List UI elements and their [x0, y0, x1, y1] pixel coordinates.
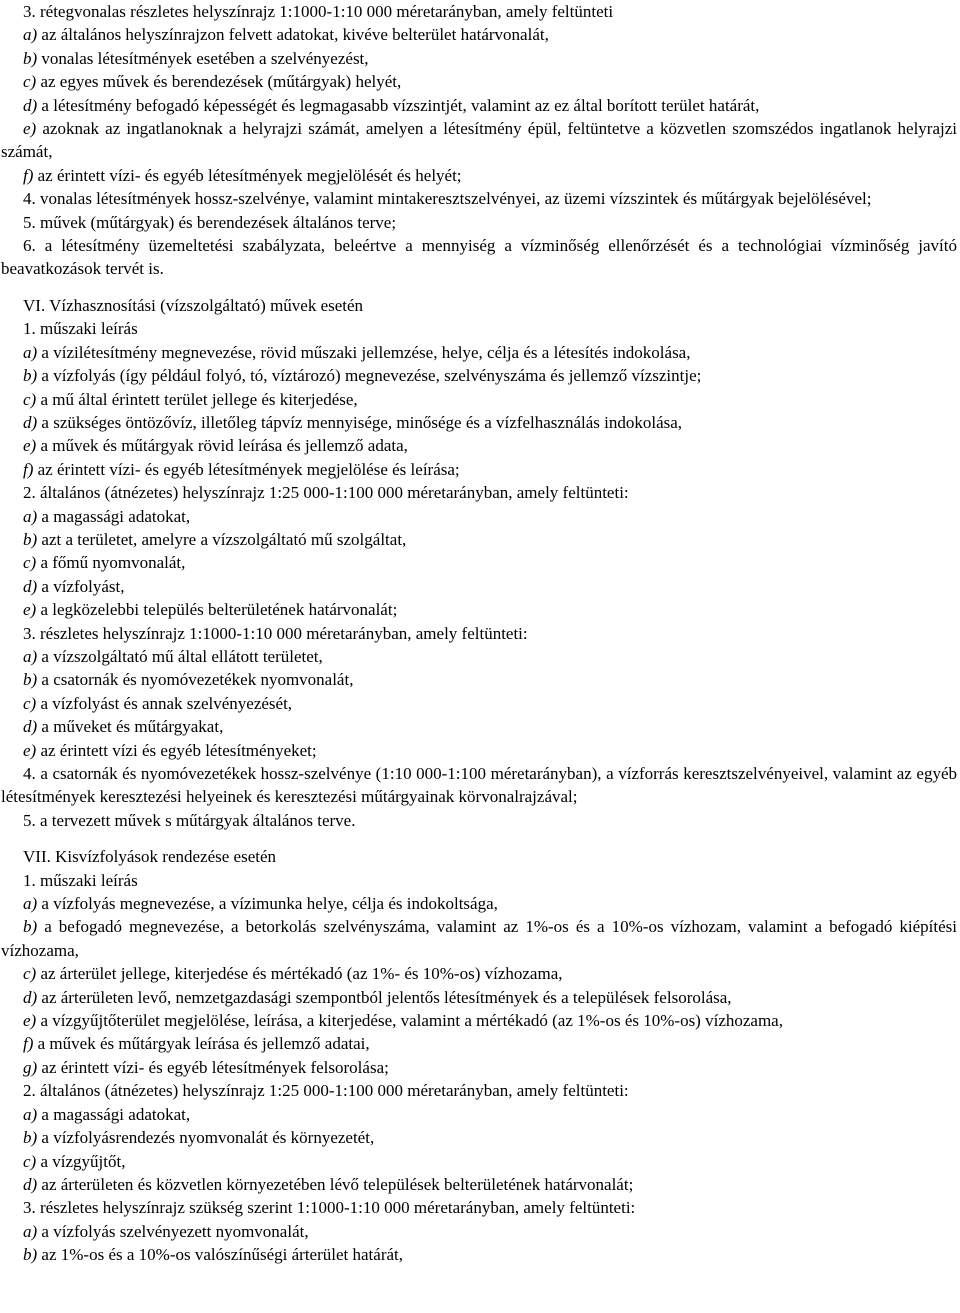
paragraph-text: a főmű nyomvonalát,	[36, 553, 186, 573]
item-label: d)	[23, 412, 38, 432]
item-label: e)	[23, 1011, 37, 1031]
item-label: a)	[23, 1104, 38, 1124]
paragraph	[1, 317, 957, 340]
paragraph-text: 1. műszaki leírás	[23, 870, 138, 890]
paragraph	[1, 869, 957, 892]
paragraph-text: a szükséges öntözővíz, illetőleg tápvíz mennyisége, minősége és a vízfelhasználás indokolása,	[37, 412, 683, 432]
item-label: e)	[23, 436, 37, 456]
item-label: e)	[23, 740, 37, 760]
paragraph-text: az árterületen és közvetlen környezetében lévő települések belterületének határvonalát;	[37, 1174, 634, 1194]
paragraph-text: az érintett vízi- és egyéb létesítmények megjelölése és leírása;	[33, 459, 460, 479]
paragraph-text: 4. vonalas létesítmények hossz-szelvénye, valamint mintakeresztszelvényei, az üzemi vízszintek és műtárgyak bejelölésével;	[23, 189, 872, 209]
paragraph	[1, 1103, 957, 1126]
paragraph	[1, 715, 957, 738]
paragraph	[1, 762, 957, 809]
paragraph-text: a műveket és műtárgyakat,	[37, 717, 224, 737]
paragraph	[1, 1126, 957, 1149]
item-label: b)	[23, 917, 38, 937]
item-label: d)	[23, 987, 38, 1007]
paragraph	[1, 388, 957, 411]
paragraph	[1, 1056, 957, 1079]
item-label: b)	[23, 529, 38, 549]
item-label: d)	[23, 717, 38, 737]
paragraph-text: a vízfolyás (így például folyó, tó, víztározó) megnevezése, szelvényszáma és jellemző vízszintje;	[37, 366, 702, 386]
paragraph	[1, 164, 957, 187]
paragraph-text: a vízilétesítmény megnevezése, rövid műszaki jellemzése, helye, célja és a létesítés indokolása,	[37, 342, 691, 362]
paragraph	[1, 505, 957, 528]
paragraph-text: a vízszolgáltató mű által ellátott területet,	[37, 646, 323, 666]
paragraph-text: vonalas létesítmények esetében a szelvényezést,	[37, 48, 369, 68]
paragraph	[1, 1196, 957, 1219]
item-label: b)	[23, 366, 38, 386]
paragraph-text: 3. rétegvonalas részletes helyszínrajz 1:1000-1:10 000 méretarányban, amely feltünteti	[23, 2, 614, 21]
paragraph-text: a vízfolyás szelvényezett nyomvonalát,	[37, 1221, 309, 1241]
paragraph	[1, 211, 957, 234]
paragraph-text: a vízfolyásrendezés nyomvonalát és környezetét,	[37, 1128, 375, 1148]
item-label: b)	[23, 1245, 38, 1265]
item-label: a)	[23, 25, 38, 45]
paragraph-text: a mű által érintett terület jellege és kiterjedése,	[36, 389, 358, 409]
paragraph-text: 3. részletes helyszínrajz szükség szerint 1:1000-1:10 000 méretarányban, amely feltünteti:	[23, 1198, 636, 1218]
paragraph-text: a magassági adatokat,	[37, 1104, 191, 1124]
paragraph-text: a befogadó megnevezése, a betorkolás szelvényszáma, valamint az 1%-os és a 10%-os vízhozam, valamint a befogadó kiépítési vízhozama,	[1, 917, 957, 960]
paragraph-text: a vízfolyást,	[37, 576, 125, 596]
paragraph-text: az érintett vízi- és egyéb létesítmények felsorolása;	[37, 1057, 389, 1077]
item-label: d)	[23, 576, 38, 596]
paragraph	[1, 528, 957, 551]
paragraph-text: 4. a csatornák és nyomóvezetékek hossz-szelvénye (1:10 000-1:100 méretarányban), a vízforrás keresztszelvényeivel, valamint az egyéb létesítmények keresztezési helyeinek és keresztezési műtárgyainak körvonalrajzával;	[1, 764, 957, 807]
paragraph-text: a magassági adatokat,	[37, 506, 191, 526]
paragraph	[1, 962, 957, 985]
paragraph	[1, 692, 957, 715]
paragraph-text: az általános helyszínrajzon felvett adatokat, kivéve belterület határvonalát,	[37, 25, 549, 45]
paragraph-text: az 1%-os és a 10%-os valószínűségi árterület határát,	[37, 1245, 404, 1265]
paragraph	[1, 1220, 957, 1243]
paragraph-text: a legközelebbi település belterületének határvonalát;	[36, 600, 398, 620]
paragraph-text: az árterületen levő, nemzetgazdasági szempontból jelentős létesítmények és a települések felsorolása,	[37, 987, 732, 1007]
paragraph	[1, 551, 957, 574]
paragraph	[1, 986, 957, 1009]
paragraph	[1, 117, 957, 164]
paragraph	[1, 892, 957, 915]
item-label: b)	[23, 670, 38, 690]
paragraph-text: a művek és műtárgyak rövid leírása és jellemző adata,	[36, 436, 408, 456]
paragraph	[1, 845, 957, 868]
item-label: e)	[23, 119, 37, 139]
paragraph	[1, 575, 957, 598]
paragraph-text: 2. általános (átnézetes) helyszínrajz 1:25 000-1:100 000 méretarányban, amely feltünteti:	[23, 483, 629, 503]
item-label: f)	[23, 1034, 34, 1054]
paragraph-text: azt a területet, amelyre a vízszolgáltató mű szolgáltat,	[37, 529, 407, 549]
paragraph-text: azoknak az ingatlanoknak a helyrajzi számát, amelyen a létesítmény épül, feltüntetve a közvetlen szomszédos ingatlanok helyrajzi számát,	[1, 119, 957, 162]
paragraph	[1, 364, 957, 387]
item-label: a)	[23, 894, 38, 914]
item-label: b)	[23, 48, 38, 68]
item-label: g)	[23, 1057, 38, 1077]
item-label: f)	[23, 459, 34, 479]
item-label: c)	[23, 693, 37, 713]
paragraph	[1, 70, 957, 93]
paragraph-text: a vízfolyás megnevezése, a vízimunka helye, célja és indokoltsága,	[37, 894, 498, 914]
paragraph	[1, 234, 957, 281]
paragraph-text: az érintett vízi- és egyéb létesítmények megjelölését és helyét;	[33, 165, 462, 185]
item-label: f)	[23, 165, 34, 185]
paragraph	[1, 187, 957, 210]
paragraph	[1, 1243, 957, 1266]
paragraph-text: a vízgyűjtőt,	[36, 1151, 126, 1171]
paragraph	[1, 294, 957, 317]
paragraph-text: VII. Kisvízfolyások rendezése esetén	[23, 847, 277, 867]
item-label: d)	[23, 95, 38, 115]
paragraph	[1, 1009, 957, 1032]
paragraph	[1, 622, 957, 645]
paragraph	[1, 94, 957, 117]
paragraph-text: 2. általános (átnézetes) helyszínrajz 1:25 000-1:100 000 méretarányban, amely feltünteti:	[23, 1081, 629, 1101]
paragraph	[1, 0, 957, 23]
item-label: c)	[23, 72, 37, 92]
item-label: a)	[23, 646, 38, 666]
paragraph-text: a művek és műtárgyak leírása és jellemző adatai,	[33, 1034, 370, 1054]
paragraph	[1, 645, 957, 668]
paragraph	[1, 411, 957, 434]
item-label: c)	[23, 964, 37, 984]
paragraph-text: az árterület jellege, kiterjedése és mértékadó (az 1%- és 10%-os) vízhozama,	[36, 964, 563, 984]
paragraph	[1, 598, 957, 621]
paragraph-text: a vízgyűjtőterület megjelölése, leírása, a kiterjedése, valamint a mértékadó (az 1%-os és 10%-os) vízhozama,	[36, 1011, 783, 1031]
item-label: c)	[23, 553, 37, 573]
paragraph	[1, 458, 957, 481]
paragraph-text: a csatornák és nyomóvezetékek nyomvonalát,	[37, 670, 354, 690]
item-label: d)	[23, 1174, 38, 1194]
paragraph-text: VI. Vízhasznosítási (vízszolgáltató) művek esetén	[23, 295, 364, 315]
item-label: a)	[23, 342, 38, 362]
paragraph-text: az érintett vízi és egyéb létesítményeket;	[36, 740, 317, 760]
item-label: b)	[23, 1128, 38, 1148]
item-label: e)	[23, 600, 37, 620]
paragraph-text: 5. a tervezett művek s műtárgyak általános terve.	[23, 810, 356, 830]
paragraph-text: 5. művek (műtárgyak) és berendezések általános terve;	[23, 212, 397, 232]
paragraph	[1, 23, 957, 46]
paragraph	[1, 809, 957, 832]
paragraph-text: 6. a létesítmény üzemeltetési szabályzata, beleértve a mennyiség a vízminőség ellenőrzését és a technológiai vízminőség javító beavatkozások tervét is.	[1, 236, 957, 279]
paragraph-text: 1. műszaki leírás	[23, 319, 138, 339]
paragraph	[1, 1079, 957, 1102]
paragraph	[1, 1032, 957, 1055]
paragraph	[1, 668, 957, 691]
paragraph	[1, 434, 957, 457]
paragraph	[1, 1150, 957, 1173]
paragraph	[1, 47, 957, 70]
item-label: a)	[23, 506, 38, 526]
paragraph	[1, 481, 957, 504]
paragraph	[1, 739, 957, 762]
item-label: a)	[23, 1221, 38, 1241]
paragraph-text: a létesítmény befogadó képességét és legmagasabb vízszintjét, valamint az ez által borított terület határát,	[37, 95, 760, 115]
paragraph	[1, 341, 957, 364]
paragraph-text: 3. részletes helyszínrajz 1:1000-1:10 000 méretarányban, amely feltünteti:	[23, 623, 528, 643]
paragraph	[1, 1173, 957, 1196]
paragraph	[1, 915, 957, 962]
paragraph-text: a vízfolyást és annak szelvényezését,	[36, 693, 293, 713]
item-label: c)	[23, 389, 37, 409]
paragraph-text: az egyes művek és berendezések (műtárgyak) helyét,	[36, 72, 402, 92]
item-label: c)	[23, 1151, 37, 1171]
